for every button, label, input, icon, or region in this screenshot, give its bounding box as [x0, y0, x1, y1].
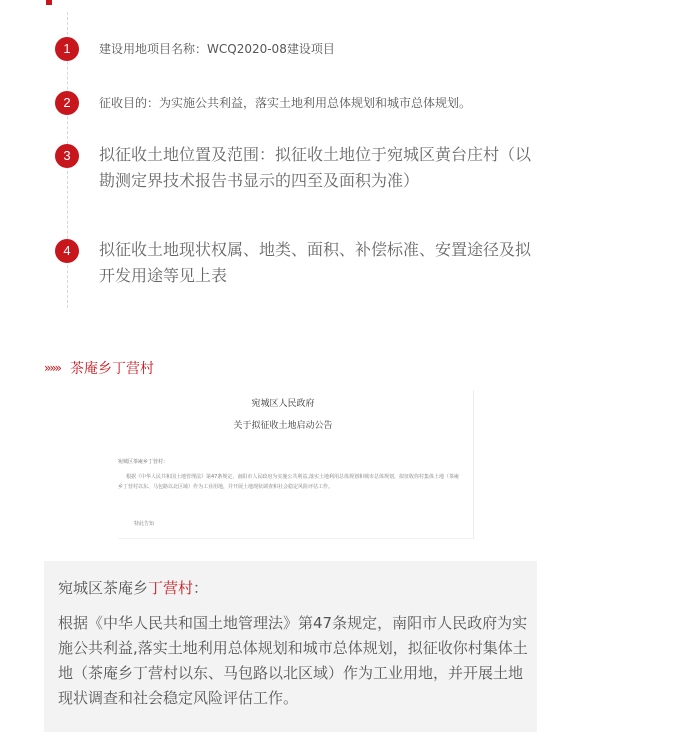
greeting-village: 丁营村	[148, 579, 194, 597]
document-addressee: 宛城区茶庵乡丁营村：	[118, 459, 169, 465]
notice-document-image	[118, 390, 474, 539]
greeting-prefix: 宛城区茶庵乡	[58, 579, 149, 597]
step-3	[55, 144, 539, 194]
step-number-badge: 2	[55, 91, 79, 115]
greeting-suffix: ：	[193, 579, 209, 597]
step-number-badge: 1	[55, 37, 79, 61]
step-text: 征收目的：为实施公共利益，落实土地利用总体规划和城市总体规划。	[99, 96, 472, 110]
section-title: 茶庵乡丁营村	[70, 361, 155, 377]
notice-body: 根据《中华人民共和国土地管理法》第47条规定，南阳市人民政府为实施公共利益,落实土地利用总体规划和城市总体规划，拟征收你村集体土地（茶庵乡丁营村以东、马包路以北区域）作为工业用地，并开展土地现状调查和社会稳定风险评估工作。	[58, 614, 528, 707]
step-number-badge: 4	[55, 239, 79, 263]
notice-greeting	[58, 577, 208, 598]
document-subtitle: 关于拟征收土地启动公告	[233, 421, 333, 431]
notice-box	[44, 561, 537, 732]
step-4	[55, 239, 539, 289]
section-header	[44, 358, 154, 378]
document-body: 根据《中华人民共和国土地管理法》第47条规定，南阳市人民政府为实施公共利益,落实土地利用总体规划和城市总体规划，拟征收你村集体土地（茶庵乡丁营村以东、马包路以北区域）作为工业用地，并开展土地现状调查和社会稳定风险评估工作。	[118, 474, 459, 490]
step-text: 建设用地项目名称：WCQ2020-08建设项目	[99, 42, 335, 56]
step-1	[55, 37, 335, 61]
document-title: 宛城区人民政府	[251, 399, 315, 409]
step-text: 拟征收土地现状权属、地类、面积、补偿标准、安置途径及拟开发用途等见上表	[99, 240, 532, 285]
step-2	[55, 91, 471, 115]
top-accent-mark	[46, 0, 52, 5]
chevrons-icon: »»»	[44, 361, 61, 375]
step-number-badge: 3	[55, 144, 79, 168]
document-sign: 特此告知	[134, 521, 155, 527]
step-text: 拟征收土地位置及范围：拟征收土地位于宛城区黄台庄村（以勘测定界技术报告书显示的四至及面积为准）	[99, 145, 532, 190]
